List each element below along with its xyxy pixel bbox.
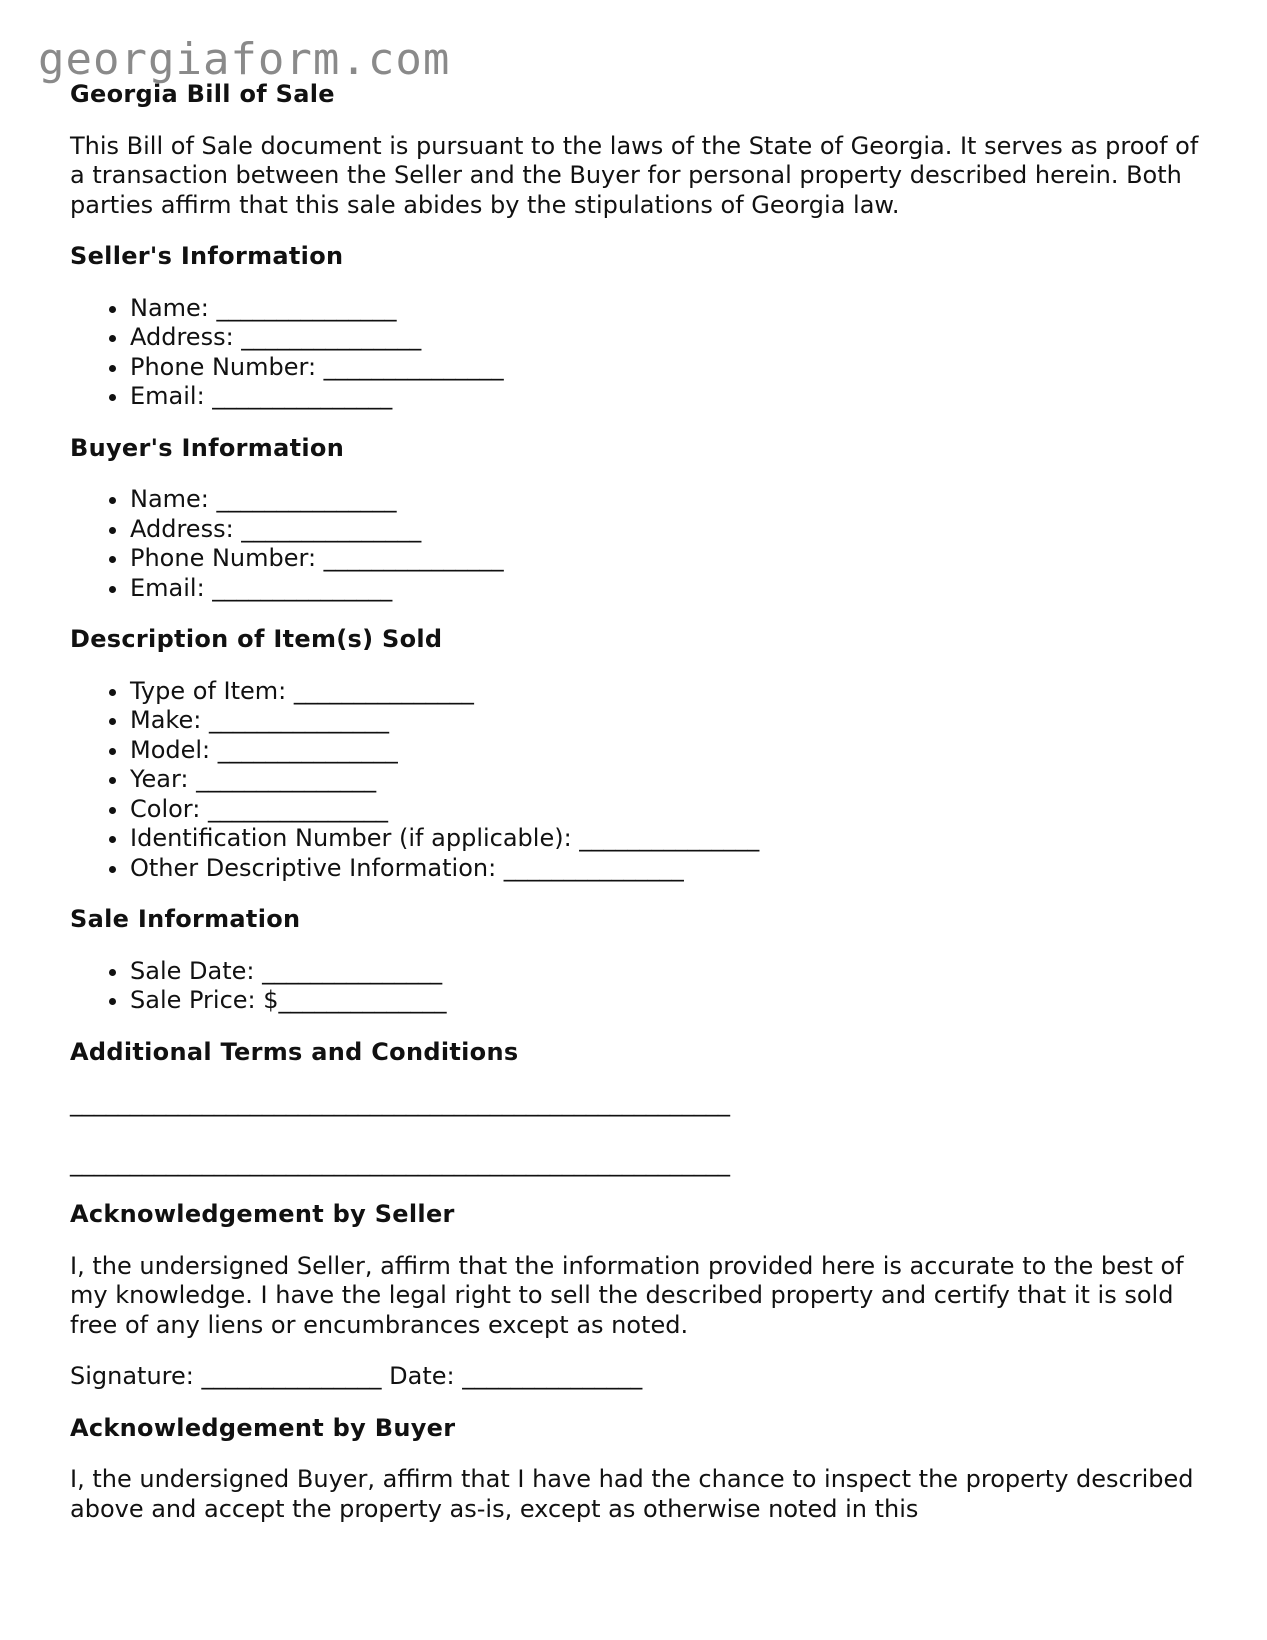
buyer-acknowledgement-text: I, the undersigned Buyer, affirm that I have had the chance to inspect the property described above and accept the property as-is, except as otherwise noted in this <box>70 1465 1194 1523</box>
seller-info-heading: Seller's Information <box>70 242 344 270</box>
seller-acknowledgement-heading: Acknowledgement by Seller <box>70 1200 455 1228</box>
buyer-name-field: • Name: _______________ <box>130 485 1200 515</box>
seller-info-list <box>70 294 1200 412</box>
item-description-list <box>70 677 1200 884</box>
buyer-acknowledgement-heading: Acknowledgement by Buyer <box>70 1413 456 1442</box>
sale-price-field: • Sale Price: $______________ <box>130 986 1200 1016</box>
item-color-field: • Color: _______________ <box>130 795 1200 825</box>
sale-date-field: • Sale Date: _______________ <box>130 957 1200 987</box>
seller-email-field: • Email: _______________ <box>130 382 1200 412</box>
document-title: Georgia Bill of Sale <box>70 80 335 108</box>
seller-acknowledgement-text: I, the undersigned Seller, affirm that the information provided here is accurate to the best of my knowledge. I have the legal right to sell the described property and certify that it is sold free of any liens or encumbrances except as noted. <box>70 1251 1184 1339</box>
sale-info-heading: Sale Information <box>70 905 301 933</box>
terms-blank-line: _______________________________________________________ <box>70 1148 730 1177</box>
intro-paragraph: This Bill of Sale document is pursuant to the laws of the State of Georgia. It serves as proof of a transaction between the Seller and the Buyer for personal property described herein. Both parties affirm that this sale abides by the stipulations of Georgia law. <box>70 131 1199 219</box>
item-make-field: • Make: _______________ <box>130 706 1200 736</box>
item-model-field: • Model: _______________ <box>130 736 1200 766</box>
sale-info-list <box>70 957 1200 1016</box>
item-other-info-field: • Other Descriptive Information: _______________ <box>130 854 1200 884</box>
buyer-info-heading: Buyer's Information <box>70 433 345 462</box>
buyer-info-list <box>70 485 1200 603</box>
item-description-heading: Description of Item(s) Sold <box>70 625 443 653</box>
seller-address-field: • Address: _______________ <box>130 323 1200 353</box>
site-watermark: georgiaform.com <box>38 34 451 85</box>
seller-phone-field: • Phone Number: _______________ <box>130 353 1200 383</box>
item-year-field: • Year: _______________ <box>130 765 1200 795</box>
buyer-phone-field: • Phone Number: _______________ <box>130 544 1200 574</box>
buyer-address-field: • Address: _______________ <box>130 515 1200 545</box>
terms-blank-line: _______________________________________________________ <box>70 1089 730 1117</box>
buyer-email-field: • Email: _______________ <box>130 574 1200 604</box>
additional-terms-heading: Additional Terms and Conditions <box>70 1037 519 1066</box>
bill-of-sale-document <box>70 80 1200 1524</box>
item-type-field: • Type of Item: _______________ <box>130 677 1200 707</box>
seller-signature-line: Signature: _______________ Date: _______________ <box>70 1362 643 1390</box>
seller-name-field: • Name: _______________ <box>130 294 1200 324</box>
item-id-number-field: • Identification Number (if applicable): _______________ <box>130 824 1200 854</box>
